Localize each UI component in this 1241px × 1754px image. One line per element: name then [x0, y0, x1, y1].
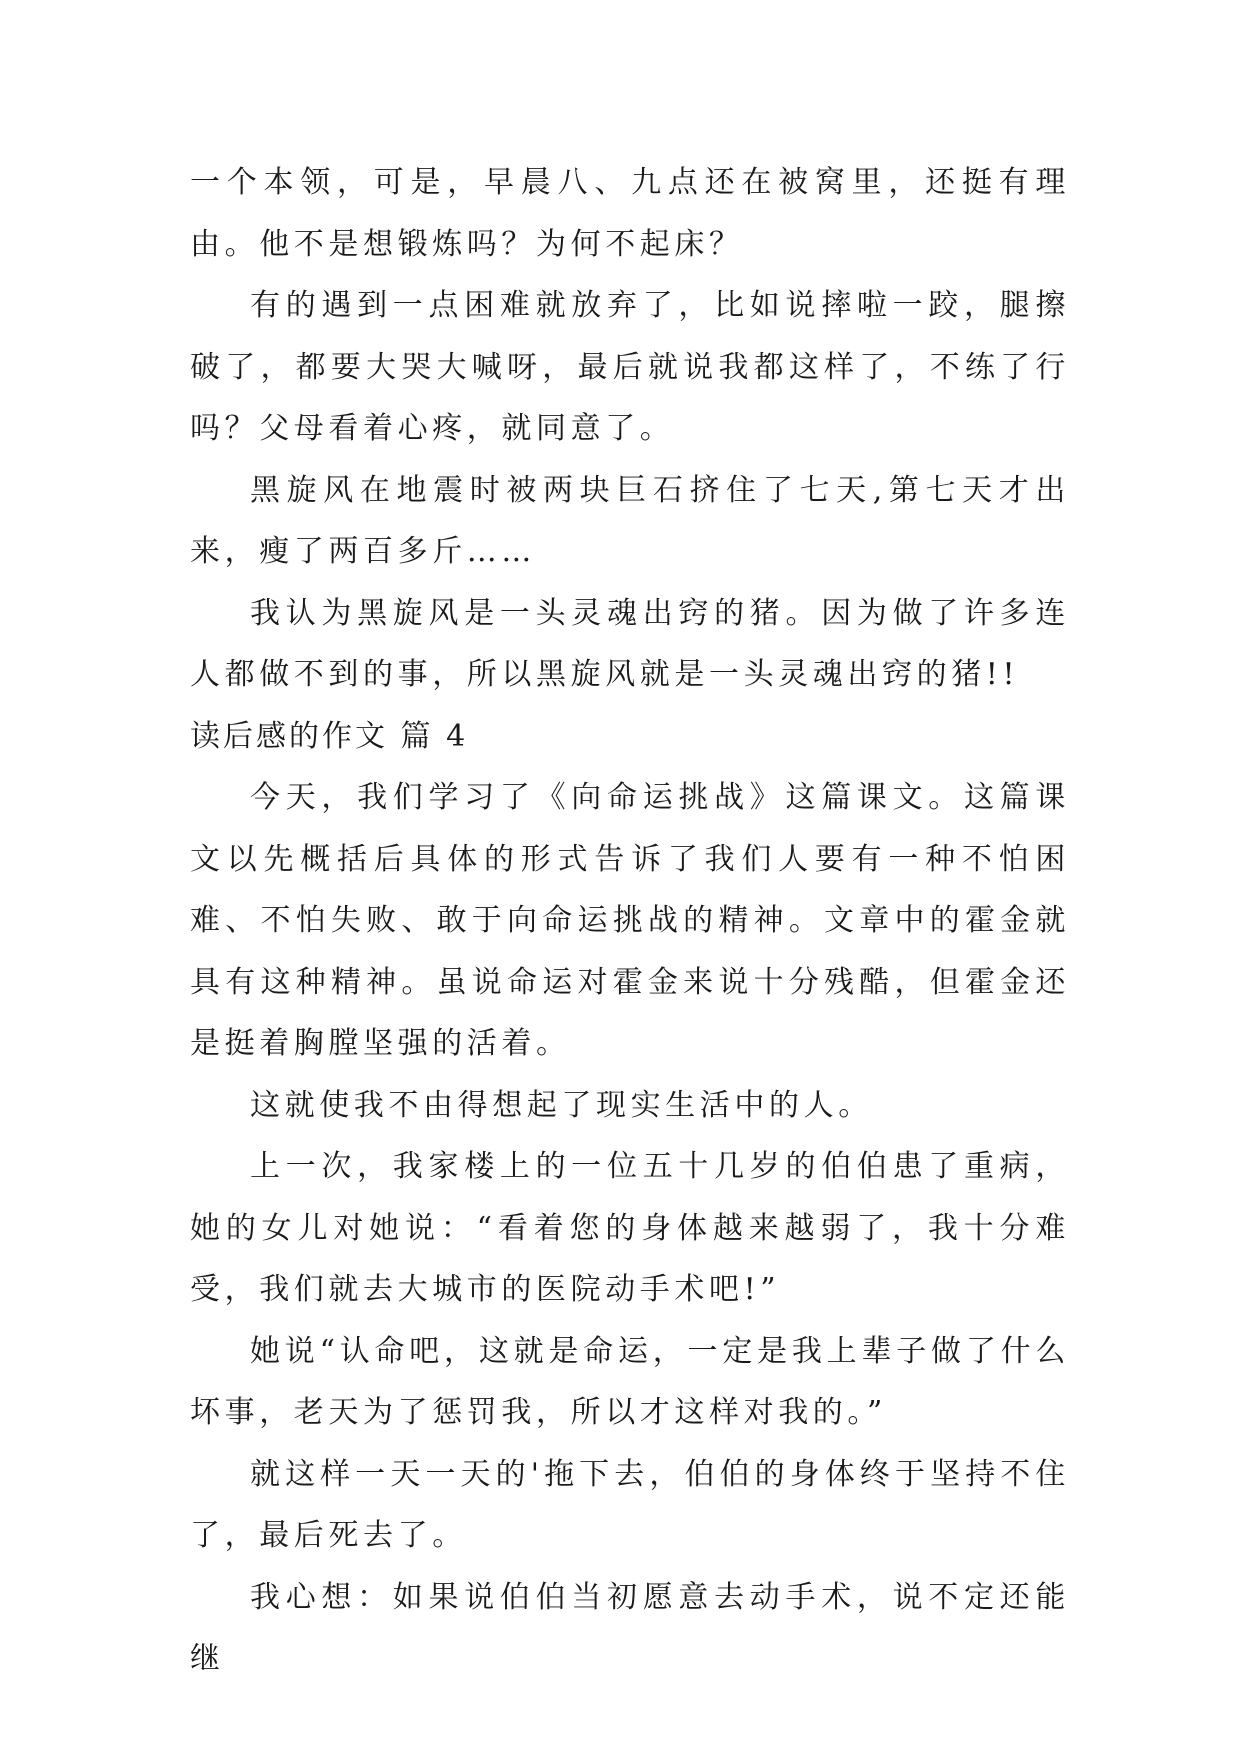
paragraph: 就这样一天一天的'拖下去，伯伯的身体终于坚持不住了，最后死去了。: [190, 1456, 1070, 1553]
paragraph: 她说“认命吧，这就是命运，一定是我上辈子做了什么坏事，老天为了惩罚我，所以才这样对我的。”: [190, 1333, 1070, 1430]
paragraph: 上一次，我家楼上的一位五十几岁的伯伯患了重病，她的女儿对她说：“看着您的身体越来越弱了，我十分难受，我们就去大城市的医院动手术吧!”: [190, 1149, 1070, 1307]
paragraph: 黑旋风在地震时被两块巨石挤住了七天,第七天才出来，瘦了两百多斤……: [190, 472, 1070, 569]
paragraph: 我认为黑旋风是一头灵魂出窍的猪。因为做了许多连人都做不到的事，所以黑旋风就是一头灵魂出窍的猪!!: [190, 595, 1070, 692]
paragraph: 今天，我们学习了《向命运挑战》这篇课文。这篇课文以先概括后具体的形式告诉了我们人要有一种不怕困难、不怕失败、敢于向命运挑战的精神。文章中的霍金就具有这种精神。虽说命运对霍金来说十分残酷，但霍金还是挺着胸膛坚强的活着。: [190, 780, 1070, 1061]
paragraph: 有的遇到一点困难就放弃了，比如说摔啦一跤，腿擦破了，都要大哭大喊呀，最后就说我都这样了，不练了行吗？父母看着心疼，就同意了。: [190, 288, 1070, 446]
paragraph: 这就使我不由得想起了现实生活中的人。: [250, 1087, 873, 1123]
paragraph: 我心想：如果说伯伯当初愿意去动手术，说不定还能继: [190, 1579, 1070, 1676]
document-body: [190, 152, 1070, 1690]
section-heading: 读后感的作文 篇 4: [190, 718, 469, 754]
paragraph-continuation: 一个本领，可是，早晨八、九点还在被窝里，还挺有理由。他不是想锻炼吗？为何不起床？: [190, 165, 1070, 262]
